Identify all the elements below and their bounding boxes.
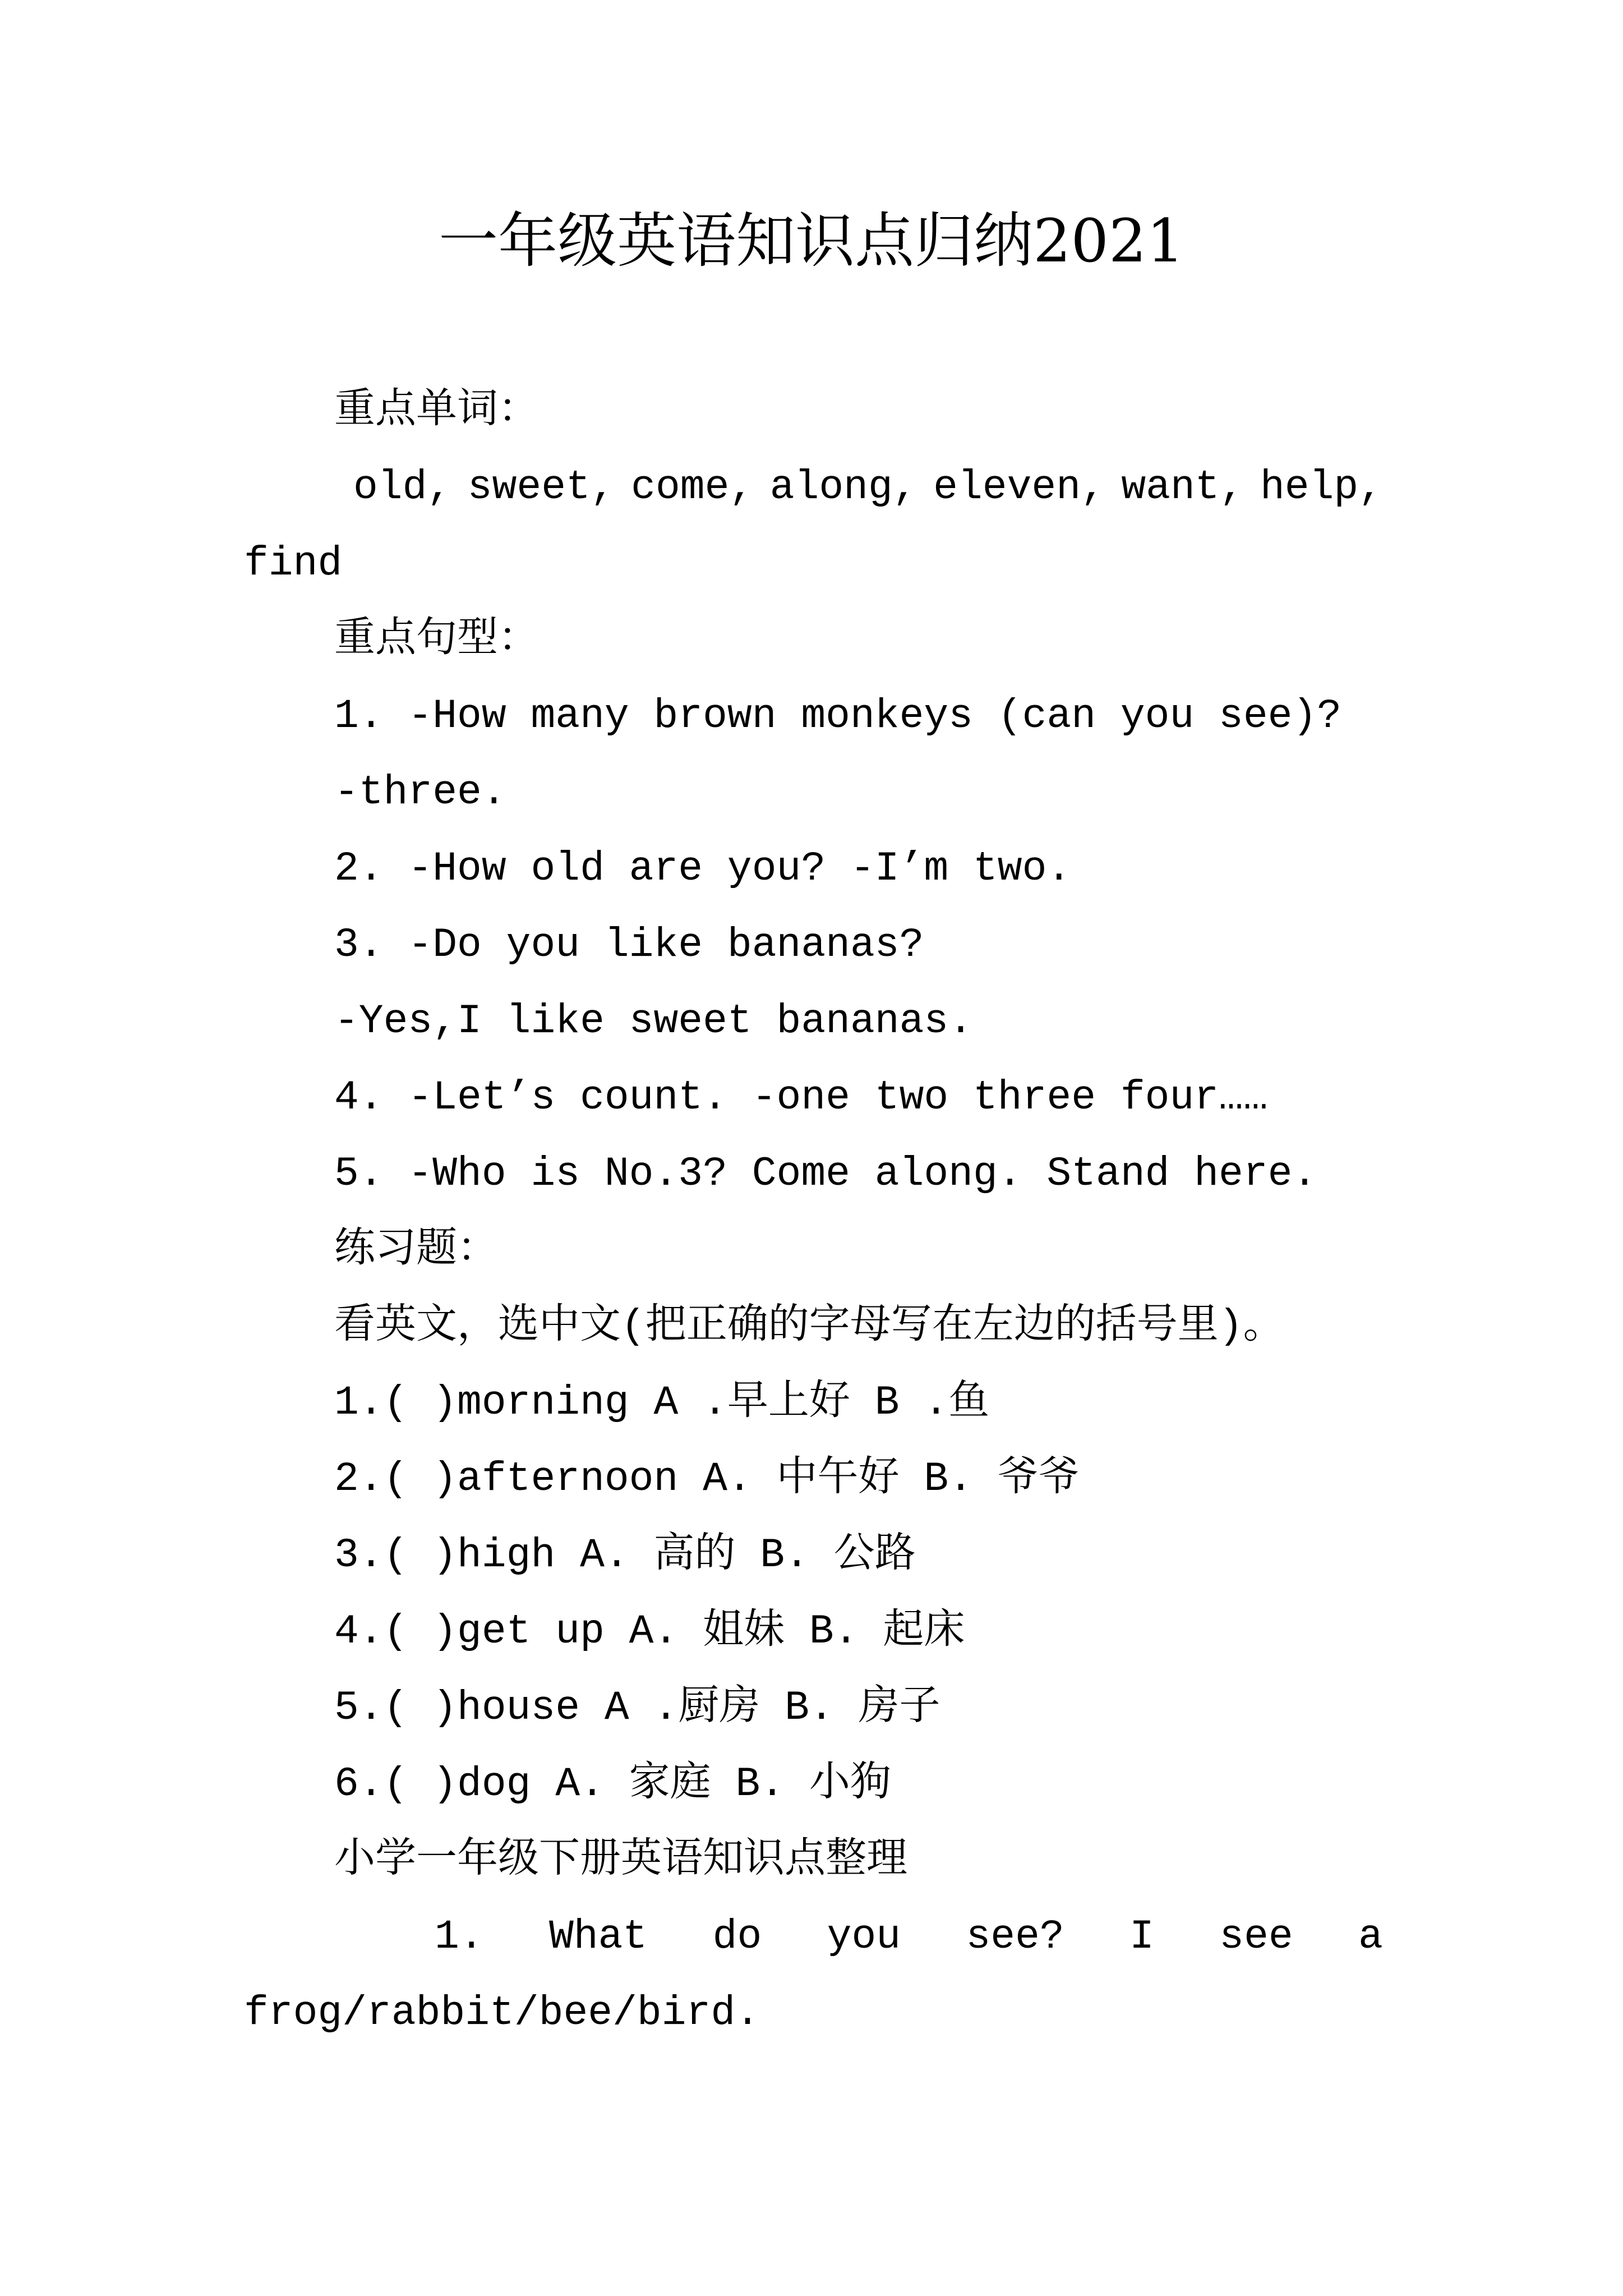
key-sentences-heading: 重点句型： [334,616,539,663]
sentence-line: -three. [334,769,506,816]
section2-heading: 小学一年级下册英语知识点整理 [334,1837,907,1884]
sentence-word: a [1358,1913,1383,1960]
exercise-item: 4.( )get up A. 姐妹 B. 起床 [334,1608,965,1655]
sentence-word: do [712,1913,762,1960]
key-word: eleven, [933,464,1105,510]
exercises-instruction: 看英文，选中文(把正确的字母写在左边的括号里)。 [334,1303,1284,1350]
key-words-list [353,459,1383,516]
sentence-line: 5. -Who is No.3? Come along. Stand here. [334,1151,1317,1197]
sentence-word: see [1219,1913,1293,1960]
key-word: along, [769,464,917,510]
key-word: want, [1121,464,1244,510]
sentence-line: -Yes,I like sweet bananas. [334,998,973,1045]
sentence-line: 1. -How many brown monkeys (can you see)? [334,693,1342,739]
section2-sentence [435,1909,1383,1965]
exercise-item: 3.( )high A. 高的 B. 公路 [334,1532,916,1579]
sentence-line: 2. -How old are you? -I’m two. [334,845,1072,892]
sentence-line: 3. -Do you like bananas? [334,922,924,968]
section2-continuation: frog/rabbit/bee/bird. [244,1990,760,2036]
sentence-word: I [1129,1913,1154,1960]
exercise-item: 1.( )morning A .早上好 B .鱼 [334,1379,990,1426]
exercise-item: 2.( )afternoon A. 中午好 B. 爷爷 [334,1456,1080,1502]
exercise-item: 5.( )house A .厨房 B. 房子 [334,1685,940,1731]
key-word: old, [353,464,452,510]
key-words-continuation: find [244,540,343,587]
exercises-heading: 练习题： [334,1227,498,1273]
sentence-word: you [827,1913,901,1960]
key-words-heading: 重点单词： [334,388,539,434]
sentence-line: 4. -Let’s count. -one two three four…… [334,1074,1268,1121]
key-word: sweet, [467,464,615,510]
key-word: come, [631,464,754,510]
exercise-item: 6.( )dog A. 家庭 B. 小狗 [334,1761,891,1807]
sentence-word: see? [966,1913,1064,1960]
sentence-word: What [549,1913,648,1960]
page-title: 一年级英语知识点归纳2021 [439,206,1184,275]
sentence-word: 1. [435,1913,484,1960]
key-word: help, [1260,464,1383,510]
